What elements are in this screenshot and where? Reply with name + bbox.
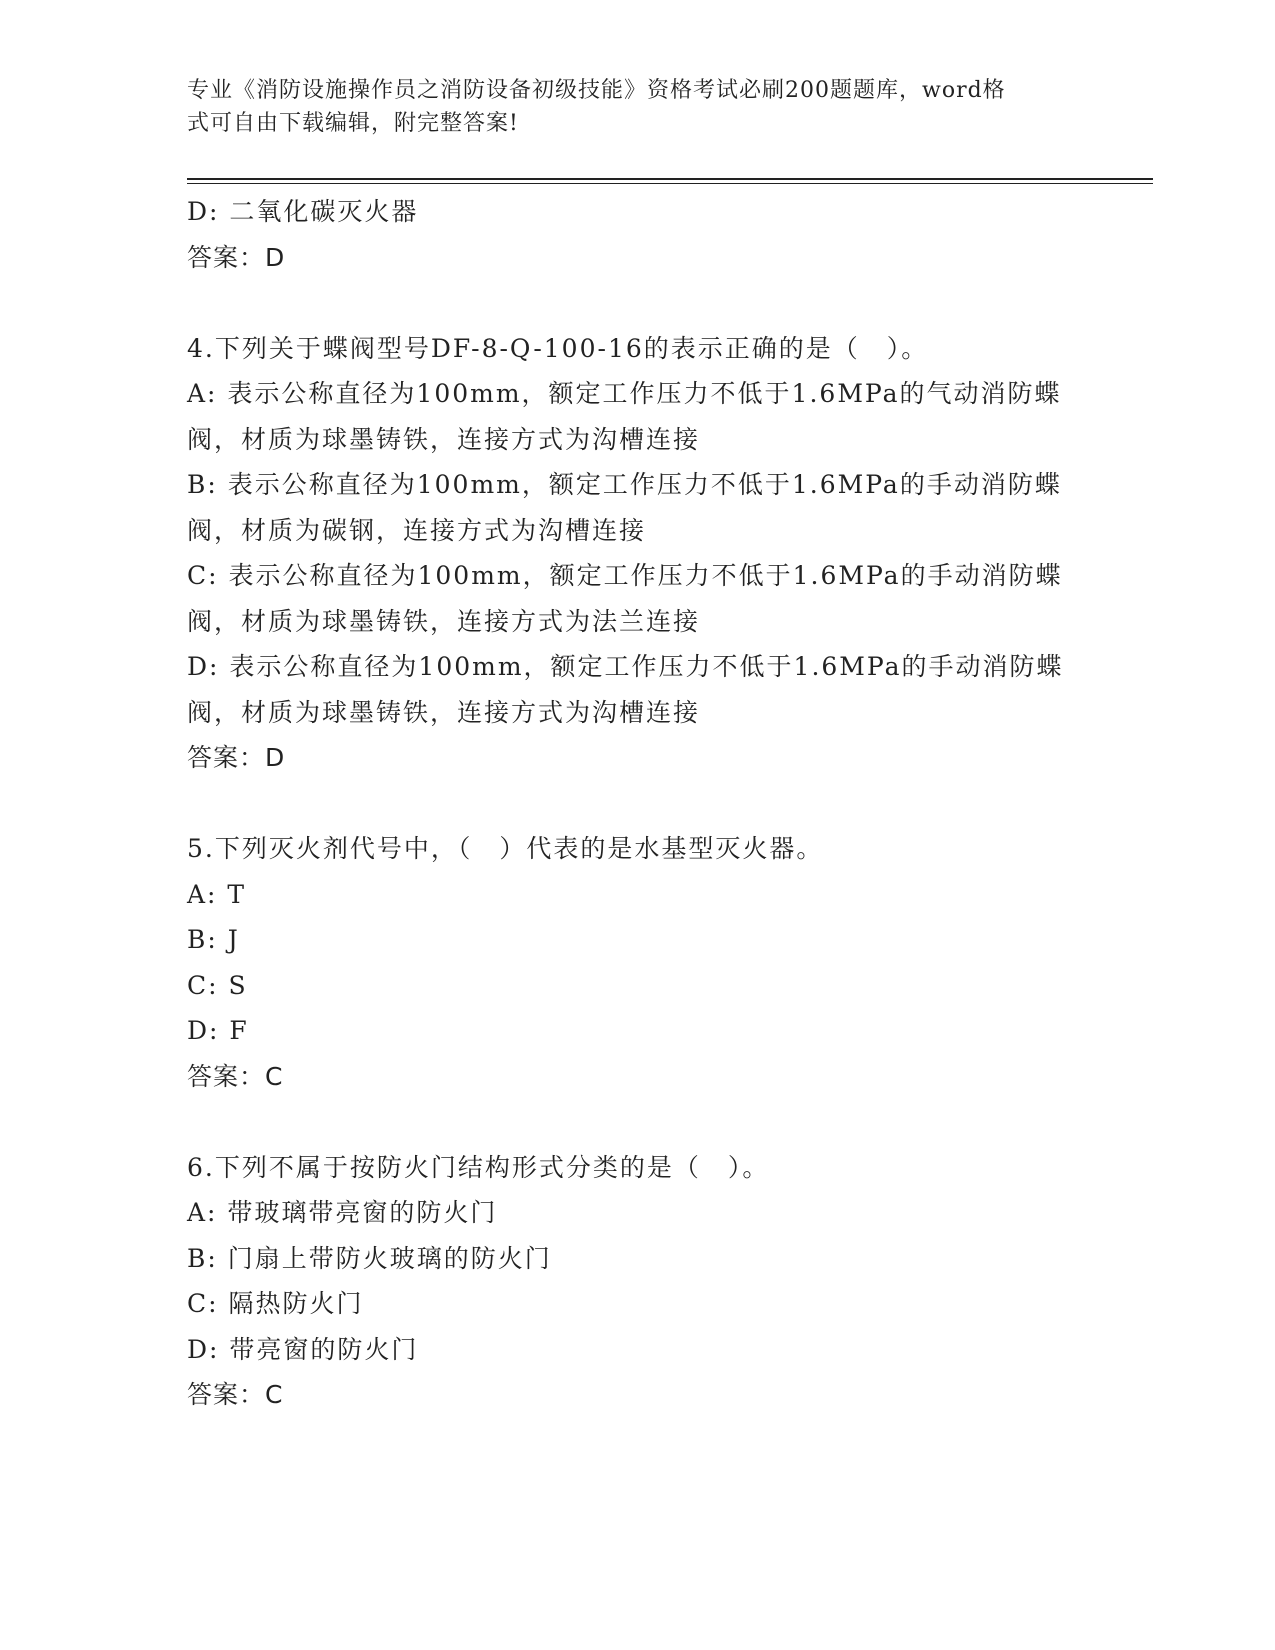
option-b: B: 门扇上带防火玻璃的防火门: [187, 1243, 552, 1273]
spacer: [187, 280, 1107, 326]
option-c: C: S: [187, 970, 248, 1000]
option-a: A: 带玻璃带亮窗的防火门: [187, 1198, 498, 1227]
header-rule-thick: [187, 178, 1153, 180]
header-line-1: 专业《消防设施操作员之消防设备初级技能》资格考试必刷200题题库，word格: [187, 78, 1006, 103]
header-rule-thin: [187, 183, 1153, 184]
question-5: [187, 826, 1107, 1099]
question-3: [187, 189, 1107, 280]
option-a-line-1: A: 表示公称直径为100mm，额定工作压力不低于1.6MPa的气动消防蝶: [187, 379, 1062, 408]
spacer: [187, 781, 1107, 827]
option-c-line-2: 阀，材质为球墨铸铁，连接方式为法兰连接: [187, 606, 701, 636]
option-d: D: F: [187, 1016, 249, 1045]
option-b-line-1: B: 表示公称直径为100mm，额定工作压力不低于1.6MPa的手动消防蝶: [187, 470, 1062, 499]
answer-line: 答案：C: [187, 1061, 284, 1091]
question-stem: 4.下列关于蝶阀型号DF-8-Q-100-16的表示正确的是（ ）。: [187, 333, 929, 363]
answer-line: 答案：D: [187, 743, 286, 772]
option-a: A: T: [187, 879, 247, 909]
option-d-line-2: 阀，材质为球墨铸铁，连接方式为沟槽连接: [187, 697, 701, 727]
answer-line: 答案：D: [187, 242, 286, 272]
option-b: B: J: [187, 925, 240, 954]
question-stem: 5.下列灭火剂代号中，（ ）代表的是水基型灭火器。: [187, 834, 824, 863]
option-d: D: 二氧化碳灭火器: [187, 197, 419, 226]
option-c: C: 隔热防火门: [187, 1289, 364, 1318]
answer-line: 答案：C: [187, 1380, 284, 1409]
header-line-2: 式可自由下载编辑，附完整答案!: [187, 111, 519, 136]
question-4: [187, 326, 1107, 781]
question-stem: 6.下列不属于按防火门结构形式分类的是（ ）。: [187, 1152, 770, 1182]
question-6: [187, 1145, 1107, 1418]
option-d-line-1: D: 表示公称直径为100mm，额定工作压力不低于1.6MPa的手动消防蝶: [187, 652, 1064, 681]
option-c-line-1: C: 表示公称直径为100mm，额定工作压力不低于1.6MPa的手动消防蝶: [187, 561, 1063, 590]
question-list: [187, 189, 1107, 1418]
document-header: [187, 74, 1087, 140]
option-d: D: 带亮窗的防火门: [187, 1334, 419, 1364]
option-b-line-2: 阀，材质为碳钢，连接方式为沟槽连接: [187, 515, 647, 545]
option-a-line-2: 阀，材质为球墨铸铁，连接方式为沟槽连接: [187, 424, 701, 454]
spacer: [187, 1099, 1107, 1145]
